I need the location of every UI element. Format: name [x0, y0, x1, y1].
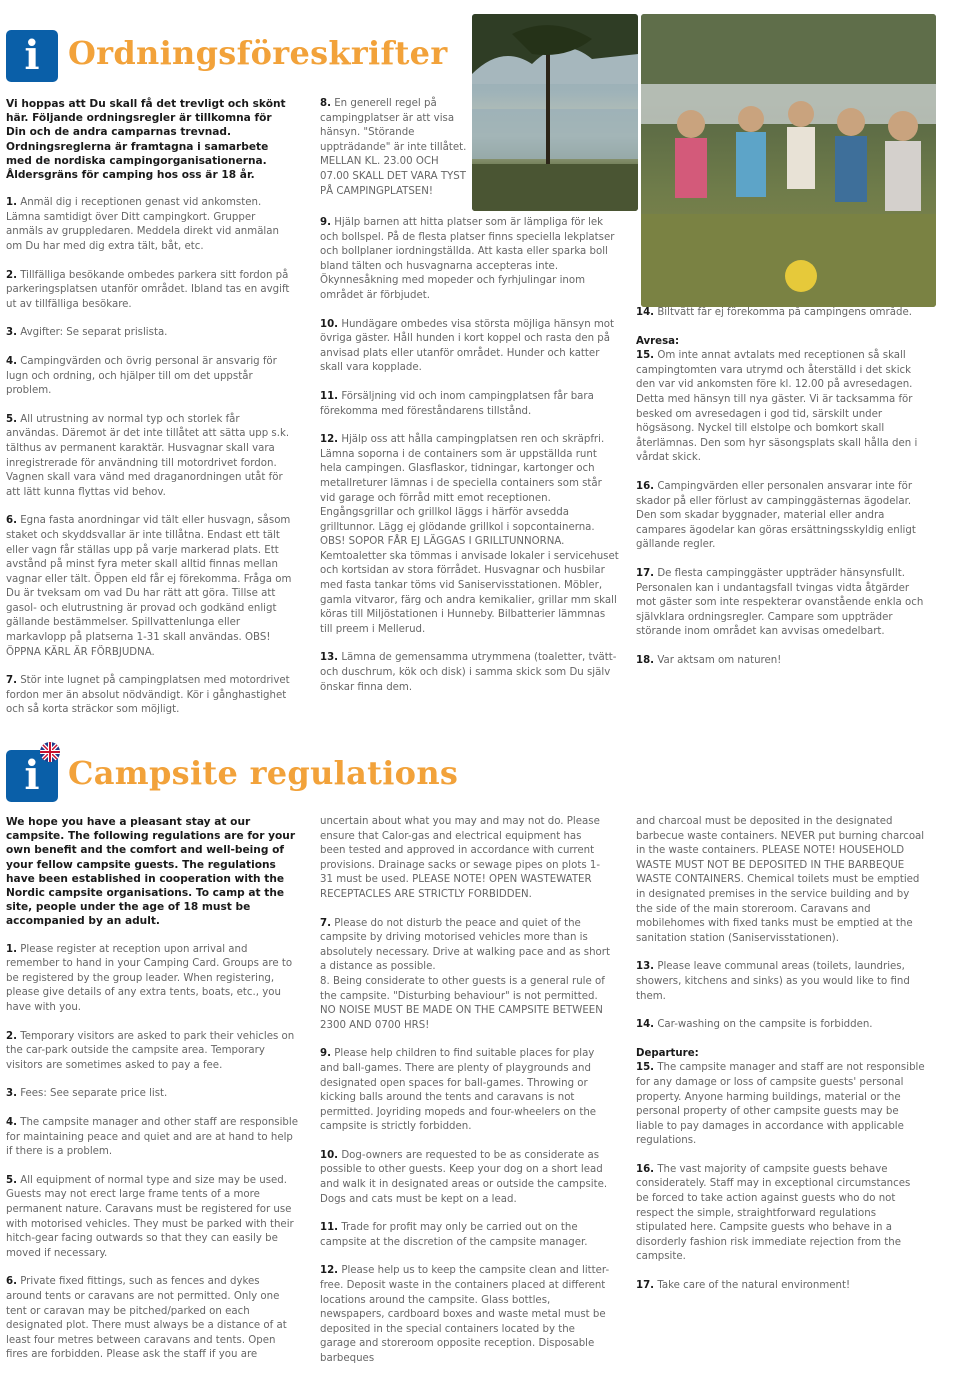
rule-item [636, 1163, 926, 1265]
rule-number: 16. [636, 480, 655, 492]
swedish-column-2b [320, 216, 620, 709]
rule-item [320, 1149, 610, 1207]
page-title-swedish: Ordningsföreskrifter [68, 34, 448, 72]
rule-number: 10. [320, 318, 339, 330]
rule-item [636, 349, 926, 466]
rule-text: Campingvärden eller personalen ansvarar inte för skador på eller förlust av campinggästernas ägodelar. Den som skadar byggnader, material eller andra campares ägodelar kan göras ersättningsskyldig enligt gällande regler. [636, 480, 916, 551]
rule-item [636, 654, 926, 669]
rule-number: 4. [6, 355, 17, 367]
english-col3-lead: and charcoal must be deposited in the designated barbecue waste containers. NEVER put burning charcoal in the waste containers. PLEASE NOTE! HOUSEHOLD WASTE MUST NOT BE DEPOSITED IN THE BARBEQUE WASTE CONTAINERS. Chemical toilets must be emptied in designated premises in the service building and by the side of the main storeroom. Caravans and mobilehomes with fixed tanks must be emptied at the sanitation station (Saniservisstationen). [636, 816, 925, 944]
rule-number: 12. [320, 434, 339, 446]
rule-number: 5. [6, 413, 17, 425]
rule-text: Hjälp barnen att hitta platser som är lämpliga för lek och bollspel. På de flesta platser finns speciella lekplatser och bollplaner iordningställda. Att kasta eller sparka boll bland tälten och husvagnarna accepteras inte. Ökynnesåkning med mopeder och fyrhjulingar inom området är förbjudet. [320, 217, 615, 301]
rule-text: Om inte annat avtalats med receptionen så skall campingtomten vara utrymd och återställd i det skick den var vid ankomsten före kl. 12.00 på avresedagen. Detta med hänsyn till nya gäster. Vi är tacksamma för besked om avresedagen i god tid, särskilt under högsäsong. Nyckel till elstolpe och bomkort skall återlämnas. Den som hyr säsongsplats skall hålla den i vårdat skick. [636, 350, 918, 464]
rule-text: Lämna de gemensamma utrymmena (toaletter, tvätt- och duschrum, kök och disk) i samma skick som Du själv önskar finna dem. [320, 652, 617, 693]
rule-number: 9. [320, 1048, 331, 1060]
children-photo-art [641, 14, 936, 307]
rule-text: Trade for profit may only be carried out on the campsite at the discretion of the campsite manager. [320, 1222, 588, 1248]
rule-number: 16. [636, 1163, 655, 1175]
lake-photo-art [472, 14, 638, 211]
rule-text: Biltvätt får ej förekomma på campingens område. [657, 307, 912, 318]
rule-number: 12. [320, 1265, 339, 1277]
rule-text: Tillfälliga besökande ombedes parkera sitt fordon på parkeringsplatsen utanför området. Ibland tas en avgift ut av tillfälliga besökare. [6, 269, 290, 310]
rule-item [320, 1047, 610, 1135]
rule-text: Campingvärden och övrig personal är ansvarig för lugn och ordning, och hjälper till om det uppstår problem. [6, 355, 277, 397]
rule-item [6, 1030, 298, 1074]
rule-text: All utrustning av normal typ och storlek får användas. Däremot är det inte tillåtet att sätta upp s.k. tälthus av permanent karaktär. Husvagnar skall vara inregistrerade för användning till motordrivet fordon. Vagnen skall vara vänd med draganordningen utåt för att lätt kunna flyttas vid behov. [6, 413, 290, 498]
rule-item [6, 514, 294, 660]
rule-number: 15. [636, 350, 655, 362]
rule-number: 14. [636, 307, 655, 318]
page-title-english: Campsite regulations [68, 754, 459, 792]
rule-text: De flesta campinggäster uppträder hänsynsfullt. Personalen kan i undantagsfall tvingas vidta åtgärder mot gäster som inte respekterar ovanstående enkla och självklara ordningsregler. Campare som uppträder störande inom området kan avvisas omedelbart. [636, 567, 924, 638]
english-column-2 [320, 815, 610, 1381]
rule-item [636, 960, 926, 1004]
rule-number: 14. [636, 1019, 655, 1031]
english-col2-lead: uncertain about what you may and may not do. Please ensure that Calor-gas and electrical equipment has been tested and approved in accordance with current provisions. Drainage sacks or sewage pipes on plots 1-31 must be used. PLEASE NOTE! OPEN WASTEWATER RECEPTACLES ARE STRICTLY FORBIDDEN. [320, 816, 601, 900]
rule-number: 1. [6, 197, 17, 209]
rule-item [636, 1279, 926, 1294]
rule-text: Dog-owners are requested to be as considerate as possible to other guests. Keep your dog on a short lead and walk it in designated areas or outside the campsite. Dogs and cats must be kept on a lead. [320, 1149, 608, 1205]
rule-number: 2. [6, 269, 17, 281]
rule-number: 15. [636, 1062, 655, 1074]
children-football-photo [641, 14, 936, 307]
rule-number: 6. [6, 1276, 17, 1288]
rule-number: 6. [6, 515, 17, 527]
rule-number: 11. [320, 390, 339, 402]
rule-text: Take care of the natural environment! [657, 1280, 851, 1292]
rule-item [6, 196, 294, 254]
rule-item [6, 1087, 298, 1102]
rule-number: 13. [636, 961, 655, 973]
rule-number: 2. [6, 1030, 17, 1042]
swedish-intro: Vi hoppas att Du skall få det trevligt och skönt här. Följande ordningsregler är tillkomna för Din och de andra camparnas trevnad. Ordningsreglerna är framtagna i samarbete med de nordiska campingorganisationerna. Åldersgräns för camping hos oss är 18 år. [6, 98, 286, 182]
rule-text: Temporary visitors are asked to park their vehicles on the car-park outside the campsite area. Temporary visitors are sometimes asked to pay a fee. [6, 1030, 295, 1071]
rule-number: 7. [320, 917, 331, 929]
rule-number: 9. [320, 217, 331, 228]
swedish-column-3 [636, 306, 926, 682]
rule-text: Var aktsam om naturen! [657, 654, 782, 666]
rule-number: 17. [636, 567, 655, 579]
rule-number: 5. [6, 1174, 17, 1186]
rule-text: Avgifter: Se separat prislista. [20, 327, 168, 339]
rule-item [636, 480, 926, 553]
rule-text: Please help children to find suitable places for play and ball-games. There are plenty of playgrounds and designated open spaces for ball-games. Throwing or kicking balls around the tents and caravans is not permitted. Joyriding mopeds and four-wheelers on the campsite is strictly forbidden. [320, 1048, 597, 1133]
rule-item [320, 318, 620, 376]
rule-text: Försäljning vid och inom campingplatsen får bara förekomma med föreståndarens tillstånd. [320, 390, 594, 417]
rule-number: 7. [6, 675, 17, 687]
rule-text: Fees: See separate price list. [20, 1088, 168, 1100]
rule-text: Please do not disturb the peace and quiet of the campsite by driving motorised vehicles more than is absolutely necessary. Drive at walking pace and as short a distance as possible. [320, 917, 610, 973]
lake-photo [472, 14, 638, 211]
departure-heading-swedish: Avresa: [636, 335, 680, 347]
rule-text: Hundägare ombedes visa största möjliga hänsyn mot övriga gäster. Håll hunden i kort koppel och rasta den på anvisad plats eller utanför området. Hunder och katter skall vara kopplade. [320, 318, 615, 374]
rule-text: Car-washing on the campsite is forbidden. [657, 1019, 873, 1031]
rule-item [320, 1221, 610, 1250]
rule-text: Please leave communal areas (toilets, laundries, showers, kitchens and sinks) as you would like to find them. [636, 961, 910, 1002]
info-icon: i [6, 750, 58, 802]
rule-text-extra: 8. Being considerate to other guests is a general rule of the campsite. "Disturbing behaviour" is not permitted. NO NOISE MUST BE MADE ON THE CAMPSITE BETWEEN 2300 AND 0700 HRS! [320, 975, 605, 1031]
info-icon: i [6, 30, 58, 82]
rule-text: Hjälp oss att hålla campingplatsen ren och skräpfri. Lämna soporna i de containers som är uppställda runt hela campingen. Glasflaskor, tidningar, kartonger och metallreturer lämnas i de speciella containers som står vid garage och förråd mitt emot receptionen. Engångsgrillar och grillkol läggs i härför avsedda grilltunnor. Lägg ej glödande grillkol i sopcontainerna. OBS! SOPOR FÅR EJ LÄGGAS I GRILLTUNNORNA. Kemtoaletter ska tömmas i anvisade lokaler i servicehuset och kortsidan av stora förrådet. Husvagnar och husbilar med fasta tankar töms vid Saniservisstationen. Möbler, gamla vitvaror, färg och andra kemikalier, grillar mm skall köras till Miljöstationen i Hunneby. Bilbatterier lämmnas till preem i Mellerud. [320, 434, 619, 635]
swedish-column-1 [6, 97, 294, 732]
rule-text: The vast majority of campsite guests behave considerately. Staff may in exceptional circumstances be forced to take action against guests who do not respect the simple, straightforward regulations stipulated here. Campsite guests who behave in a disorderly fashion risk immediate rejection from the campsite. [636, 1163, 911, 1263]
rule-text: Please help us to keep the campsite clean and litter-free. Deposit waste in the containers placed at different locations around the campsite. Glass bottles, newspapers, cardboard boxes and waste metal must be deposited in the special containers located by the garage and storeroom opposite reception. Disposable barbeques [320, 1265, 610, 1364]
rule-text: Private fixed fittings, such as fences and dykes around tents or caravans are not permitted. Only one tent or caravan may be pitched/parked on each designated plot. There must always be a distance of at least four metres between caravans and tents. Open fires are forbidden. Please ask the staff if you are [6, 1276, 287, 1361]
rule-item [6, 355, 294, 399]
rule-item [636, 1018, 926, 1033]
rule-item [6, 943, 298, 1016]
rule-item [320, 917, 610, 1034]
rule-item [320, 97, 470, 199]
rule-item [636, 1061, 926, 1149]
rule-text: The campsite manager and other staff are responsible for maintaining peace and quiet and are at hand to help if there is a problem. [6, 1116, 299, 1158]
rule-item [320, 433, 620, 637]
english-column-1 [6, 815, 298, 1377]
rule-number: 11. [320, 1222, 339, 1234]
swedish-column-2a [320, 97, 470, 213]
departure-heading-english: Departure: [636, 1047, 699, 1059]
rule-item [320, 216, 620, 304]
rule-number: 8. [320, 98, 331, 109]
rule-number: 1. [6, 943, 17, 955]
rule-item [6, 1174, 298, 1262]
rule-text: Anmäl dig i receptionen genast vid ankomsten. Lämna samtidigt över Ditt campingkort. Grupper anmäls av gruppledaren. Meddela direkt vid anmälan om Du har med dig extra tält, båt, etc. [6, 197, 279, 252]
uk-flag-icon [40, 742, 60, 762]
rule-text: The campsite manager and staff are not responsible for any damage or loss of campsite guests' personal property. Anyone harming buildings, material or the personal property of other campsite guests may be liable to pay damages in accordance with applicable regulations. [636, 1062, 925, 1147]
rule-text: All equipment of normal type and size may be used. Guests may not erect large frame tents of a more permanent nature. Caravans must be registered for use with motorised vehicles. They must be parked with their hitch-gear facing outwards so that they can easily be moved if necessary. [6, 1174, 294, 1259]
rule-text: Stör inte lugnet på campingplatsen med motordrivet fordon mer än absolut nödvändigt. Kör i gånghastighet och så korta sträckor som möjligt. [6, 675, 290, 716]
rule-item [636, 306, 926, 321]
rule-item [6, 1116, 298, 1160]
rule-item [320, 1264, 610, 1366]
rule-text: Please register at reception upon arrival and remember to hand in your Camping Card. Groups are to be registered by the group leader. When registering, please give details of any extra tents, boats, etc., you have with you. [6, 943, 293, 1013]
rule-number: 4. [6, 1116, 17, 1128]
rule-item [636, 567, 926, 640]
rule-number: 3. [6, 1088, 17, 1100]
rule-item [320, 390, 620, 419]
rule-item [6, 413, 294, 501]
rule-item [6, 269, 294, 313]
rule-number: 3. [6, 327, 17, 339]
rule-number: 10. [320, 1149, 339, 1161]
rule-number: 17. [636, 1280, 655, 1292]
rule-number: 13. [320, 652, 339, 664]
rule-item [6, 1275, 298, 1363]
rule-item [6, 674, 294, 718]
rule-text: Egna fasta anordningar vid tält eller husvagn, såsom staket och skyddsvallar är inte tillåtna. Endast ett tält eller vagn får ställas upp på varje markerad plats. Ett avstånd på minst fyra meter skall alltid finnas mellan vagnar eller tält. Öppen eld får ej förekomma. Fråga om Du är tveksam om vad Du har rätt att göra. Tillse att gasol- och elutrustning är provad och godkänd enligt gällande bestämmelser. Spillvattenlunga eller markavlopp på platserna 1-31 skall användas. OBS! ÖPPNA KÄRL ÄR FÖRBJUDNA. [6, 515, 292, 658]
rule-item [320, 651, 620, 695]
uk-flag-art [40, 742, 60, 762]
english-intro: We hope you have a pleasant stay at our campsite. The following regulations are for your own benefit and the comfort and well-being of your fellow campsite guests. The regulations have been established in cooperation with the Nordic campsite organisations. To camp at the site, people under the age of 18 must be accompanied by an adult. [6, 816, 296, 928]
rule-number: 18. [636, 654, 655, 666]
rule-item [6, 326, 294, 341]
english-column-3 [636, 815, 926, 1308]
rule-text: En generell regel på campingplatser är att visa hänsyn. "Störande uppträdande" är inte tillåtet. MELLAN KL. 23.00 OCH 07.00 SKALL DET VARA TYST PÅ CAMPINGPLATSEN! [320, 98, 467, 197]
